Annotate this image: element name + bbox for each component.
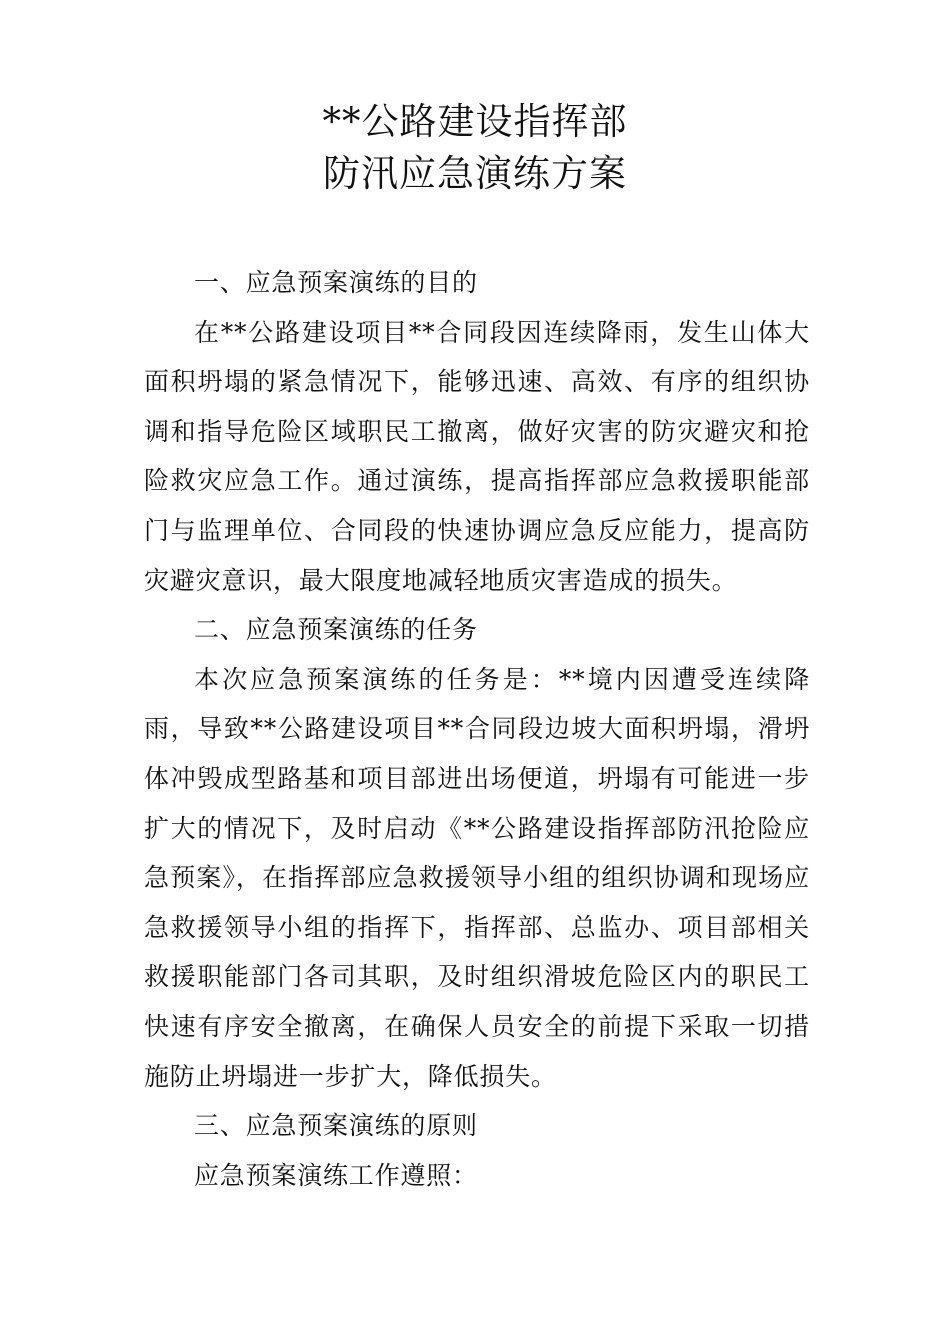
section-heading-principle: 三、应急预案演练的原则 xyxy=(194,1111,478,1141)
title-line-2: 防汛应急演练方案 xyxy=(323,152,627,195)
document-body xyxy=(144,258,810,1200)
section-paragraph-purpose: 在**公路建设项目**合同段因连续降雨，发生山体大面积坍塌的紧急情况下，能够迅速、高效、有序的组织协调和指导危险区域职民工撤离，做好灾害的防灾避灾和抢险救灾应急工作。通过演练，提高指挥部应急救援职能部门与监理单位、合同段的快速协调应急反应能力，提高防灾避灾意识，最大限度地减轻地质灾害造成的损失。 xyxy=(144,317,810,595)
section-paragraph-principle: 应急预案演练工作遵照： xyxy=(194,1160,478,1190)
section-paragraph-task: 本次应急预案演练的任务是：**境内因遭受连续降雨，导致**公路建设项目**合同段边坡大面积坍塌，滑坍体冲毁成型路基和项目部进出场便道，坍塌有可能进一步扩大的情况下，及时启动《**公路建设指挥部防汛抢险应急预案》，在指挥部应急救援领导小组的组织协调和现场应急救援领导小组的指挥下，指挥部、总监办、项目部相关救援职能部门各司其职，及时组织滑坡危险区内的职民工快速有序安全撤离，在确保人员安全的前提下采取一切措施防止坍塌进一步扩大，降低损失。 xyxy=(144,664,810,1091)
document-title xyxy=(0,96,950,200)
title-line-1: **公路建设指挥部 xyxy=(322,100,628,143)
section-heading-task: 二、应急预案演练的任务 xyxy=(194,615,478,645)
section-heading-purpose: 一、应急预案演练的目的 xyxy=(194,268,478,297)
